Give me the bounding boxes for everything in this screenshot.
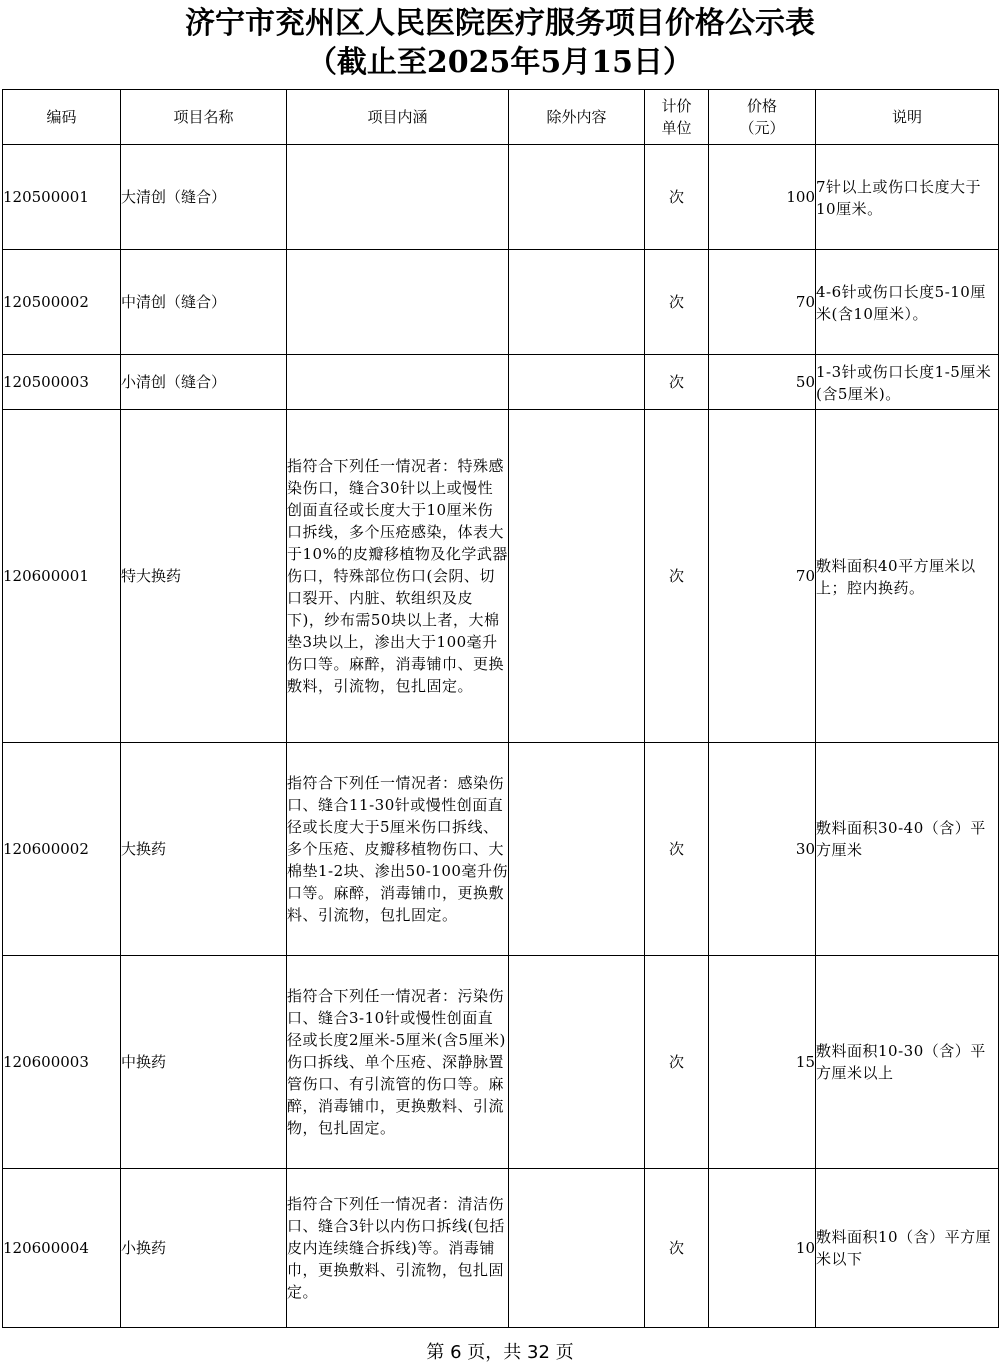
cell-content: 指符合下列任一情况者：清洁伤口、缝合3针以内伤口拆线(包括皮内连续缝合拆线)等。消毒铺巾，更换敷料、引流物，包扎固定。 — [287, 1169, 509, 1328]
cell-price: 50 — [709, 355, 816, 410]
cell-code: 120500003 — [3, 355, 121, 410]
cell-price: 30 — [709, 743, 816, 956]
cell-unit: 次 — [645, 743, 709, 956]
cell-content: 指符合下列任一情况者：感染伤口、缝合11-30针或慢性创面直径或长度大于5厘米伤口拆线、多个压疮、皮瓣移植物伤口、大棉垫1-2块、渗出50-100毫升伤口等。麻醉，消毒铺巾，更换敷料、引流物，包扎固定。 — [287, 743, 509, 956]
header-note: 说明 — [816, 90, 999, 145]
cell-exclusion — [509, 743, 645, 956]
cell-price: 100 — [709, 145, 816, 250]
table-row — [3, 1169, 999, 1328]
cell-price: 15 — [709, 956, 816, 1169]
cell-code: 120500002 — [3, 250, 121, 355]
cell-note-text: 4-6针或伤口长度5-10厘米(含10厘米）。 — [816, 283, 986, 323]
table-row — [3, 410, 999, 743]
table-row — [3, 250, 999, 355]
cell-name: 中清创（缝合） — [121, 250, 287, 355]
table-row — [3, 145, 999, 250]
price-table — [2, 89, 999, 1328]
cell-unit: 次 — [645, 355, 709, 410]
cell-name: 特大换药 — [121, 410, 287, 743]
cell-name: 中换药 — [121, 956, 287, 1169]
header-price-line1: 价格 — [746, 97, 777, 115]
page-title: 济宁市兖州区人民医院医疗服务项目价格公示表 — [185, 6, 815, 41]
cell-note — [816, 355, 999, 410]
cell-note-text: 7针以上或伤口长度大于10厘米。 — [816, 178, 982, 218]
cell-unit: 次 — [645, 1169, 709, 1328]
cell-note-text: 敷料面积30-40（含）平方厘米 — [816, 819, 986, 859]
cell-exclusion — [509, 145, 645, 250]
table-row — [3, 743, 999, 956]
header-exclusion: 除外内容 — [509, 90, 645, 145]
header-unit — [645, 90, 709, 145]
page-subtitle-date: （截止至2025年5月15日） — [306, 45, 694, 80]
header-content: 项目内涵 — [287, 90, 509, 145]
table-row — [3, 355, 999, 410]
table-header-row — [3, 90, 999, 145]
cell-code: 120500001 — [3, 145, 121, 250]
cell-note-text: 敷料面积40平方厘米以上；腔内换药。 — [816, 557, 976, 597]
cell-exclusion — [509, 956, 645, 1169]
header-price — [709, 90, 816, 145]
header-unit-line1: 计价 — [661, 97, 692, 115]
cell-exclusion — [509, 1169, 645, 1328]
cell-note — [816, 743, 999, 956]
cell-name: 大清创（缝合） — [121, 145, 287, 250]
cell-code: 120600004 — [3, 1169, 121, 1328]
cell-content: 指符合下列任一情况者：污染伤口、缝合3-10针或慢性创面直径或长度2厘米-5厘米(含5厘米)伤口拆线、单个压疮、深静脉置管伤口、有引流管的伤口等。麻醉，消毒铺巾，更换敷料、引流物，包扎固定。 — [287, 956, 509, 1169]
cell-note — [816, 410, 999, 743]
cell-code: 120600001 — [3, 410, 121, 743]
cell-unit: 次 — [645, 250, 709, 355]
table-row — [3, 956, 999, 1169]
cell-note — [816, 1169, 999, 1328]
cell-name: 大换药 — [121, 743, 287, 956]
cell-note-text: 1-3针或伤口长度1-5厘米(含5厘米)。 — [816, 363, 992, 403]
cell-exclusion — [509, 250, 645, 355]
cell-exclusion — [509, 355, 645, 410]
cell-unit: 次 — [645, 956, 709, 1169]
cell-unit: 次 — [645, 145, 709, 250]
header-code: 编码 — [3, 90, 121, 145]
cell-note — [816, 956, 999, 1169]
cell-note — [816, 250, 999, 355]
cell-note-text: 敷料面积10-30（含）平方厘米以上 — [816, 1042, 986, 1082]
cell-content: 指符合下列任一情况者：特殊感染伤口，缝合30针以上或慢性创面直径或长度大于10厘米伤口拆线，多个压疮感染，体表大于10%的皮瓣移植物及化学武器伤口，特殊部位伤口(会阴、切口裂开、内脏、软组织及皮下)，纱布需50块以上者，大棉垫3块以上，渗出大于100毫升伤口等。麻醉，消毒铺巾、更换敷料，引流物，包扎固定。 — [287, 410, 509, 743]
cell-code: 120600003 — [3, 956, 121, 1169]
cell-content — [287, 355, 509, 410]
cell-code: 120600002 — [3, 743, 121, 956]
cell-note — [816, 145, 999, 250]
cell-content — [287, 250, 509, 355]
cell-price: 70 — [709, 410, 816, 743]
cell-name: 小清创（缝合） — [121, 355, 287, 410]
cell-unit: 次 — [645, 410, 709, 743]
cell-name: 小换药 — [121, 1169, 287, 1328]
cell-note-text: 敷料面积10（含）平方厘米以下 — [816, 1228, 992, 1268]
cell-content — [287, 145, 509, 250]
cell-price: 70 — [709, 250, 816, 355]
page-footer: 第 6 页，共 32 页 — [426, 1342, 574, 1363]
header-name: 项目名称 — [121, 90, 287, 145]
header-price-line2: （元） — [739, 119, 785, 137]
header-unit-line2: 单位 — [661, 119, 692, 137]
cell-price: 10 — [709, 1169, 816, 1328]
cell-exclusion — [509, 410, 645, 743]
